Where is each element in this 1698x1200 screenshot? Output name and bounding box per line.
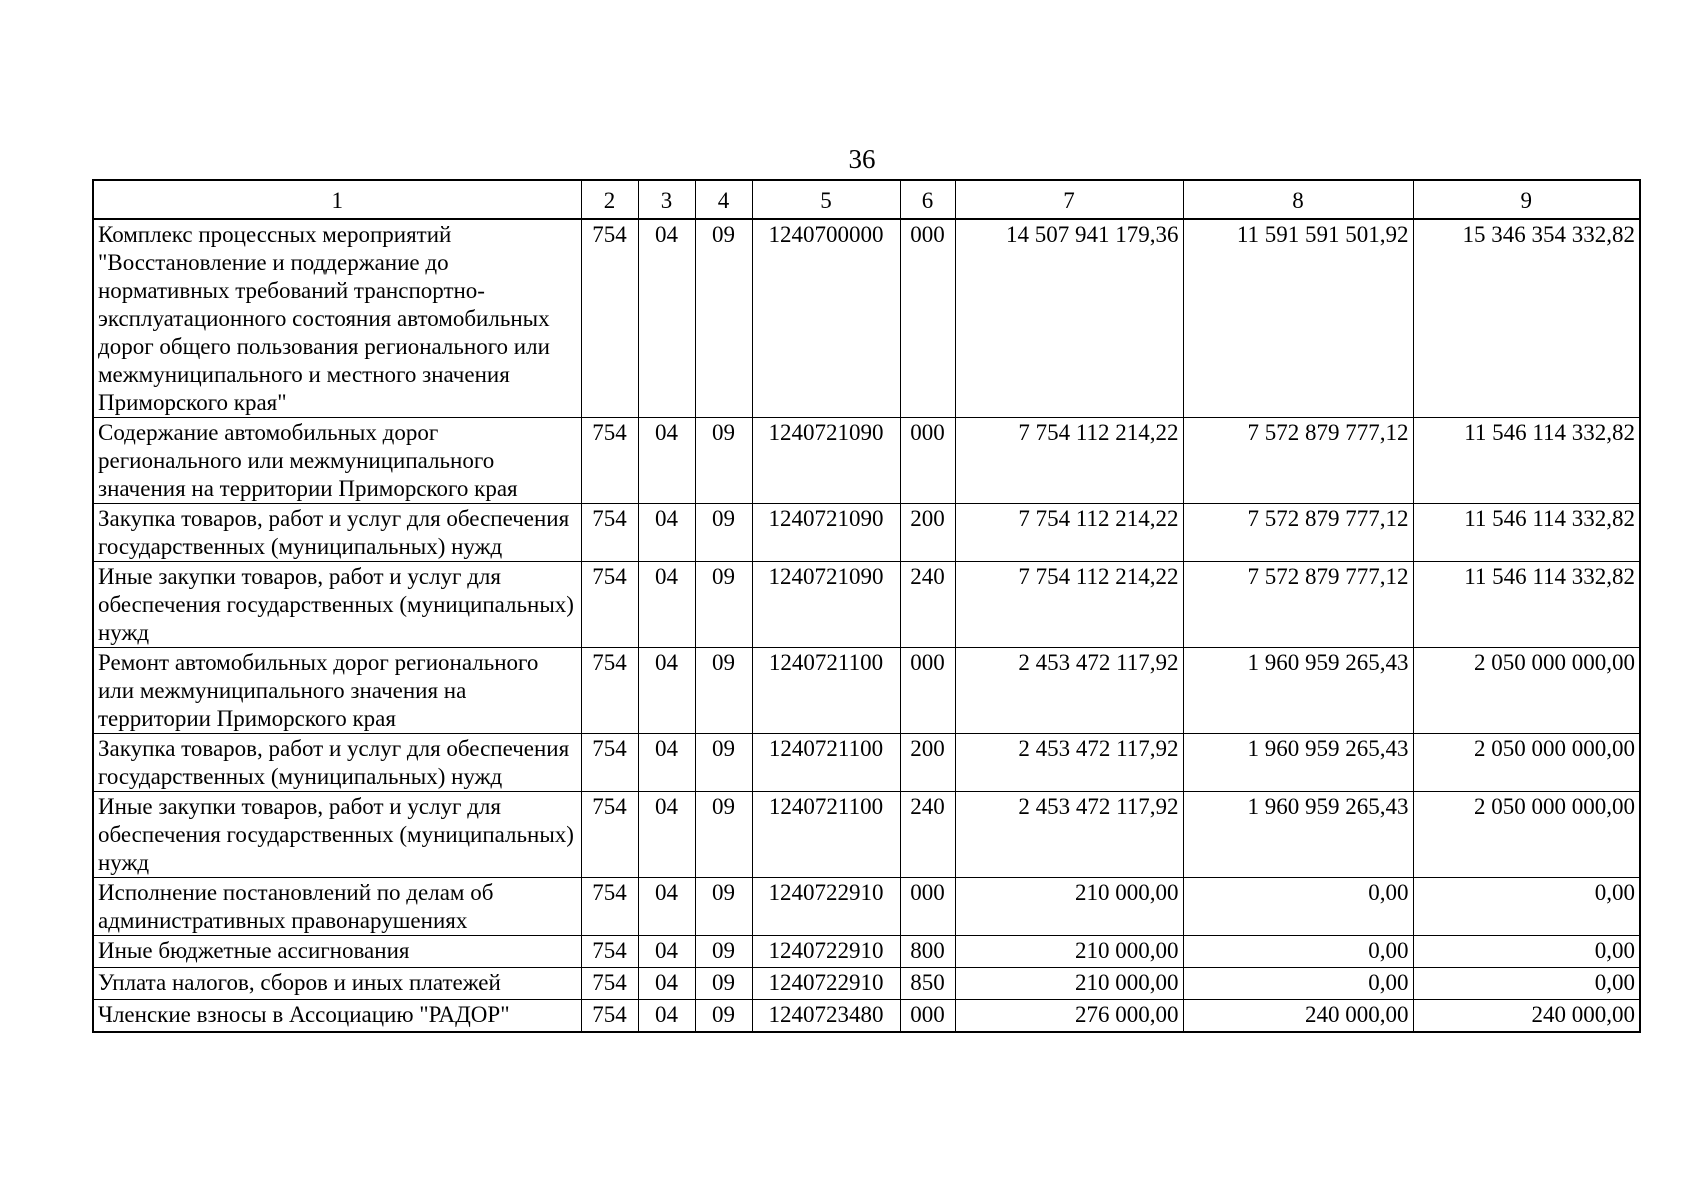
target-article-code: 1240721100 <box>752 648 900 734</box>
amount-col-7: 210 000,00 <box>955 936 1183 968</box>
amount-col-9: 15 346 354 332,82 <box>1413 219 1640 418</box>
ministry-code: 754 <box>581 418 638 504</box>
expense-type-code: 850 <box>900 968 955 1000</box>
amount-col-8: 0,00 <box>1183 936 1413 968</box>
table-row <box>93 968 1640 1000</box>
amount-col-9: 2 050 000 000,00 <box>1413 734 1640 792</box>
expense-type-code: 240 <box>900 562 955 648</box>
section-code: 04 <box>638 792 695 878</box>
row-name: Комплекс процессных мероприятий "Восстановление и поддержание до нормативных требований транспортно-эксплуатационного состояния автомобильных дорог общего пользования регионального или межмуниципального и местного значения Приморского края" <box>93 219 581 418</box>
row-name: Иные закупки товаров, работ и услуг для обеспечения государственных (муниципальных) нужд <box>93 792 581 878</box>
target-article-code: 1240700000 <box>752 219 900 418</box>
amount-col-9: 0,00 <box>1413 878 1640 936</box>
amount-col-7: 14 507 941 179,36 <box>955 219 1183 418</box>
ministry-code: 754 <box>581 1000 638 1033</box>
row-name: Ремонт автомобильных дорог регионального или межмуниципального значения на территории Приморского края <box>93 648 581 734</box>
amount-col-7: 210 000,00 <box>955 968 1183 1000</box>
amount-col-9: 11 546 114 332,82 <box>1413 504 1640 562</box>
amount-col-8: 7 572 879 777,12 <box>1183 418 1413 504</box>
column-header: 4 <box>695 180 752 219</box>
expense-type-code: 200 <box>900 504 955 562</box>
amount-col-7: 7 754 112 214,22 <box>955 504 1183 562</box>
amount-col-9: 0,00 <box>1413 968 1640 1000</box>
column-header: 2 <box>581 180 638 219</box>
expense-type-code: 800 <box>900 936 955 968</box>
ministry-code: 754 <box>581 219 638 418</box>
amount-col-8: 1 960 959 265,43 <box>1183 734 1413 792</box>
ministry-code: 754 <box>581 792 638 878</box>
amount-col-9: 2 050 000 000,00 <box>1413 648 1640 734</box>
expense-type-code: 000 <box>900 878 955 936</box>
amount-col-7: 2 453 472 117,92 <box>955 648 1183 734</box>
table-row <box>93 648 1640 734</box>
amount-col-7: 2 453 472 117,92 <box>955 734 1183 792</box>
ministry-code: 754 <box>581 648 638 734</box>
budget-table <box>92 179 1641 1033</box>
table-row <box>93 792 1640 878</box>
amount-col-7: 7 754 112 214,22 <box>955 418 1183 504</box>
subsection-code: 09 <box>695 504 752 562</box>
section-code: 04 <box>638 648 695 734</box>
section-code: 04 <box>638 1000 695 1033</box>
subsection-code: 09 <box>695 562 752 648</box>
section-code: 04 <box>638 504 695 562</box>
target-article-code: 1240721090 <box>752 418 900 504</box>
amount-col-8: 240 000,00 <box>1183 1000 1413 1033</box>
subsection-code: 09 <box>695 968 752 1000</box>
row-name: Закупка товаров, работ и услуг для обеспечения государственных (муниципальных) нужд <box>93 734 581 792</box>
table-row <box>93 562 1640 648</box>
column-header: 9 <box>1413 180 1640 219</box>
ministry-code: 754 <box>581 878 638 936</box>
target-article-code: 1240721100 <box>752 792 900 878</box>
row-name: Иные закупки товаров, работ и услуг для обеспечения государственных (муниципальных) нужд <box>93 562 581 648</box>
subsection-code: 09 <box>695 878 752 936</box>
column-header: 3 <box>638 180 695 219</box>
amount-col-7: 210 000,00 <box>955 878 1183 936</box>
target-article-code: 1240723480 <box>752 1000 900 1033</box>
subsection-code: 09 <box>695 648 752 734</box>
amount-col-9: 11 546 114 332,82 <box>1413 418 1640 504</box>
section-code: 04 <box>638 219 695 418</box>
subsection-code: 09 <box>695 418 752 504</box>
expense-type-code: 000 <box>900 648 955 734</box>
table-row <box>93 418 1640 504</box>
target-article-code: 1240721090 <box>752 562 900 648</box>
amount-col-8: 1 960 959 265,43 <box>1183 648 1413 734</box>
amount-col-7: 7 754 112 214,22 <box>955 562 1183 648</box>
section-code: 04 <box>638 562 695 648</box>
target-article-code: 1240721090 <box>752 504 900 562</box>
row-name: Иные бюджетные ассигнования <box>93 936 581 968</box>
table-row <box>93 1000 1640 1033</box>
amount-col-9: 0,00 <box>1413 936 1640 968</box>
section-code: 04 <box>638 878 695 936</box>
amount-col-8: 0,00 <box>1183 968 1413 1000</box>
target-article-code: 1240722910 <box>752 936 900 968</box>
ministry-code: 754 <box>581 936 638 968</box>
expense-type-code: 000 <box>900 418 955 504</box>
page-number: 36 <box>848 144 876 174</box>
section-code: 04 <box>638 418 695 504</box>
column-header: 1 <box>93 180 581 219</box>
table-header-row <box>93 180 1640 219</box>
target-article-code: 1240722910 <box>752 878 900 936</box>
section-code: 04 <box>638 968 695 1000</box>
subsection-code: 09 <box>695 219 752 418</box>
ministry-code: 754 <box>581 968 638 1000</box>
amount-col-9: 2 050 000 000,00 <box>1413 792 1640 878</box>
row-name: Уплата налогов, сборов и иных платежей <box>93 968 581 1000</box>
row-name: Членские взносы в Ассоциацию "РАДОР" <box>93 1000 581 1033</box>
table-row <box>93 936 1640 968</box>
row-name: Закупка товаров, работ и услуг для обеспечения государственных (муниципальных) нужд <box>93 504 581 562</box>
target-article-code: 1240722910 <box>752 968 900 1000</box>
table-row <box>93 504 1640 562</box>
expense-type-code: 000 <box>900 1000 955 1033</box>
expense-type-code: 000 <box>900 219 955 418</box>
column-header: 8 <box>1183 180 1413 219</box>
column-header: 6 <box>900 180 955 219</box>
amount-col-9: 240 000,00 <box>1413 1000 1640 1033</box>
table-row <box>93 219 1640 418</box>
amount-col-7: 2 453 472 117,92 <box>955 792 1183 878</box>
section-code: 04 <box>638 734 695 792</box>
table-row <box>93 734 1640 792</box>
column-header: 7 <box>955 180 1183 219</box>
expense-type-code: 240 <box>900 792 955 878</box>
target-article-code: 1240721100 <box>752 734 900 792</box>
row-name: Содержание автомобильных дорог регионального или межмуниципального значения на территории Приморского края <box>93 418 581 504</box>
subsection-code: 09 <box>695 792 752 878</box>
table-row <box>93 878 1640 936</box>
section-code: 04 <box>638 936 695 968</box>
column-header: 5 <box>752 180 900 219</box>
amount-col-8: 1 960 959 265,43 <box>1183 792 1413 878</box>
amount-col-8: 7 572 879 777,12 <box>1183 562 1413 648</box>
ministry-code: 754 <box>581 562 638 648</box>
subsection-code: 09 <box>695 734 752 792</box>
ministry-code: 754 <box>581 504 638 562</box>
row-name: Исполнение постановлений по делам об административных правонарушениях <box>93 878 581 936</box>
subsection-code: 09 <box>695 1000 752 1033</box>
expense-type-code: 200 <box>900 734 955 792</box>
subsection-code: 09 <box>695 936 752 968</box>
amount-col-8: 7 572 879 777,12 <box>1183 504 1413 562</box>
amount-col-7: 276 000,00 <box>955 1000 1183 1033</box>
amount-col-9: 11 546 114 332,82 <box>1413 562 1640 648</box>
ministry-code: 754 <box>581 734 638 792</box>
amount-col-8: 0,00 <box>1183 878 1413 936</box>
amount-col-8: 11 591 591 501,92 <box>1183 219 1413 418</box>
